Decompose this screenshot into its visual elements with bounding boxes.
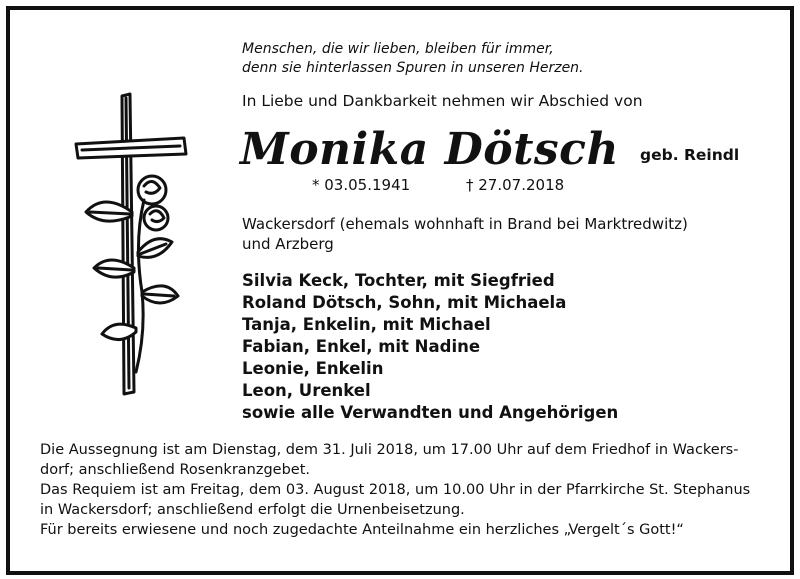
deceased-name: Monika Dötsch bbox=[240, 124, 619, 175]
note-line: dorf; anschließend Rosenkranzgebet. bbox=[40, 462, 311, 478]
memorial-quote bbox=[242, 40, 584, 78]
service-notes bbox=[40, 440, 770, 540]
residence bbox=[242, 214, 688, 254]
maiden-name: geb. Reindl bbox=[640, 146, 740, 164]
mourner-item: Leonie, Enkelin bbox=[242, 359, 384, 378]
residence-line-2: und Arzberg bbox=[242, 235, 334, 253]
intro-text: In Liebe und Dankbarkeit nehmen wir Abschied von bbox=[242, 92, 643, 110]
birth-date: * 03.05.1941 bbox=[312, 176, 411, 194]
note-line: Für bereits erwiesene und noch zugedachte Anteilnahme ein herzliches „Vergelt´s Gott!“ bbox=[40, 522, 684, 538]
death-date: † 27.07.2018 bbox=[466, 176, 565, 194]
mourner-item: sowie alle Verwandten und Angehörigen bbox=[242, 403, 619, 422]
mourner-item: Fabian, Enkel, mit Nadine bbox=[242, 337, 481, 356]
mourner-item: Roland Dötsch, Sohn, mit Michaela bbox=[242, 293, 567, 312]
mourner-item: Tanja, Enkelin, mit Michael bbox=[242, 315, 491, 334]
mourner-item: Silvia Keck, Tochter, mit Siegfried bbox=[242, 271, 555, 290]
mourners-list bbox=[242, 270, 618, 424]
note-line: Das Requiem ist am Freitag, dem 03. August 2018, um 10.00 Uhr in der Pfarrkirche St. Stephanus bbox=[40, 482, 751, 498]
quote-line-1: Menschen, die wir lieben, bleiben für immer, bbox=[242, 41, 554, 57]
residence-line-1: Wackersdorf (ehemals wohnhaft in Brand bei Marktredwitz) bbox=[242, 215, 688, 233]
note-line: in Wackersdorf; anschließend erfolgt die Urnenbeisetzung. bbox=[40, 502, 465, 518]
cross-with-roses-icon bbox=[74, 92, 194, 402]
note-line: Die Aussegnung ist am Dienstag, dem 31. Juli 2018, um 17.00 Uhr auf dem Friedhof in Wackers- bbox=[40, 442, 739, 458]
quote-line-2: denn sie hinterlassen Spuren in unseren Herzen. bbox=[242, 60, 584, 76]
mourner-item: Leon, Urenkel bbox=[242, 381, 371, 400]
